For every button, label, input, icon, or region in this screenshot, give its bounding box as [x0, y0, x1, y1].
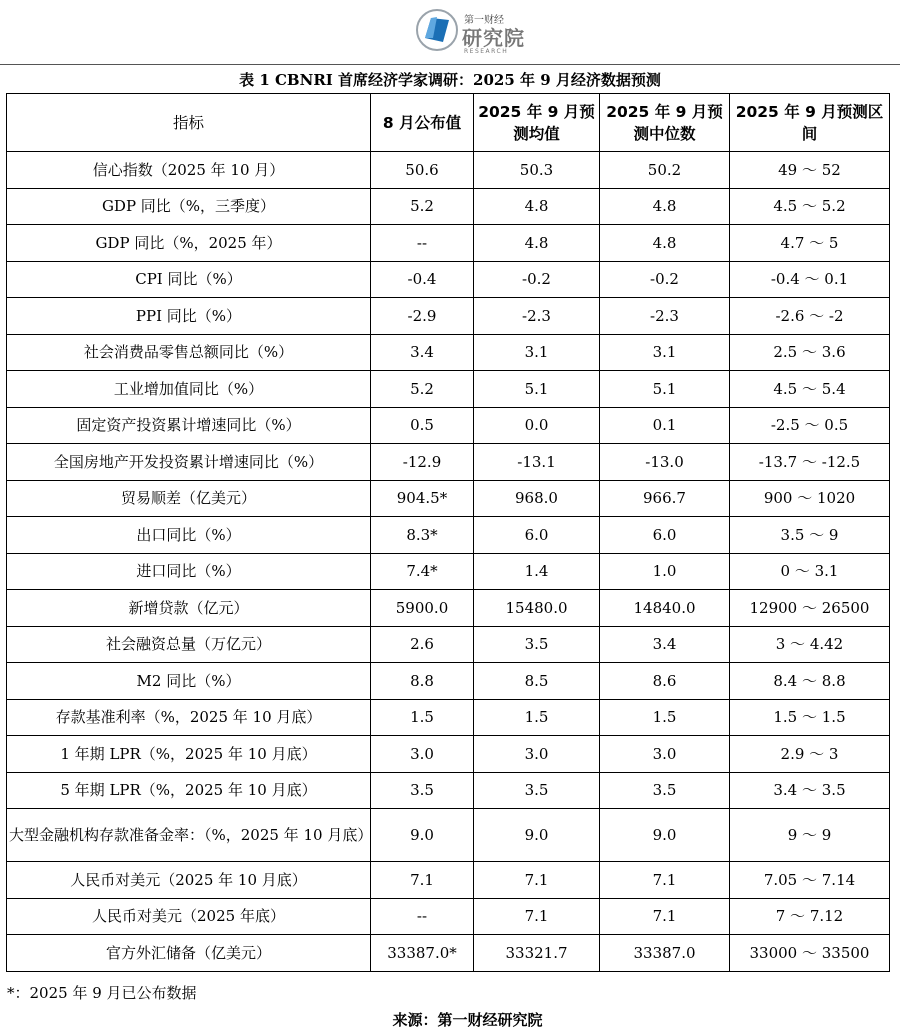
forecast-mean-cell: 3.5: [474, 772, 600, 809]
table-row: [7, 809, 890, 862]
forecast-mean-cell: 4.8: [474, 225, 600, 262]
forecast-median-cell: 9.0: [600, 809, 730, 862]
forecast-range-cell: 33000 ～ 33500: [730, 935, 890, 972]
header-forecast-median: 2025 年 9 月预测中位数: [600, 94, 730, 152]
forecast-range-cell: 900 ～ 1020: [730, 480, 890, 517]
forecast-range-cell: 2.9 ～ 3: [730, 736, 890, 773]
forecast-median-cell: 5.1: [600, 371, 730, 408]
forecast-median-cell: 0.1: [600, 407, 730, 444]
table-row: [7, 517, 890, 554]
forecast-mean-cell: -2.3: [474, 298, 600, 335]
forecast-median-cell: -0.2: [600, 261, 730, 298]
indicator-cell: 工业增加值同比（%）: [7, 371, 371, 408]
forecast-range-cell: 3 ～ 4.42: [730, 626, 890, 663]
forecast-mean-cell: 1.5: [474, 699, 600, 736]
forecast-mean-cell: 0.0: [474, 407, 600, 444]
forecast-median-cell: 8.6: [600, 663, 730, 700]
forecast-range-cell: 8.4 ～ 8.8: [730, 663, 890, 700]
forecast-mean-cell: -13.1: [474, 444, 600, 481]
indicator-cell: 人民币对美元（2025 年 10 月底）: [7, 862, 371, 899]
forecast-range-cell: 7.05 ～ 7.14: [730, 862, 890, 899]
forecast-median-cell: 6.0: [600, 517, 730, 554]
table-row: [7, 898, 890, 935]
forecast-range-cell: 3.5 ～ 9: [730, 517, 890, 554]
indicator-cell: M2 同比（%）: [7, 663, 371, 700]
forecast-median-cell: 3.5: [600, 772, 730, 809]
prev-value-cell: --: [371, 225, 474, 262]
forecast-range-cell: 7 ～ 7.12: [730, 898, 890, 935]
prev-value-cell: --: [371, 898, 474, 935]
table-row: [7, 935, 890, 972]
indicator-cell: 贸易顺差（亿美元）: [7, 480, 371, 517]
prev-value-cell: 904.5*: [371, 480, 474, 517]
prev-value-cell: 3.5: [371, 772, 474, 809]
forecast-range-cell: 2.5 ～ 3.6: [730, 334, 890, 371]
forecast-mean-cell: 7.1: [474, 862, 600, 899]
forecast-range-cell: 1.5 ～ 1.5: [730, 699, 890, 736]
table-row: [7, 480, 890, 517]
indicator-cell: CPI 同比（%）: [7, 261, 371, 298]
header-indicator: 指标: [7, 94, 371, 152]
table-row: [7, 772, 890, 809]
forecast-median-cell: 1.5: [600, 699, 730, 736]
forecast-median-cell: 966.7: [600, 480, 730, 517]
forecast-mean-cell: 5.1: [474, 371, 600, 408]
forecast-mean-cell: 8.5: [474, 663, 600, 700]
forecast-median-cell: 3.4: [600, 626, 730, 663]
table-row: [7, 626, 890, 663]
header-forecast-mean: 2025 年 9 月预测均值: [474, 94, 600, 152]
forecast-range-cell: 9 ～ 9: [730, 809, 890, 862]
prev-value-cell: 3.4: [371, 334, 474, 371]
table-row: [7, 663, 890, 700]
forecast-range-cell: 0 ～ 3.1: [730, 553, 890, 590]
forecast-mean-cell: 50.3: [474, 152, 600, 189]
indicator-cell: 5 年期 LPR（%，2025 年 10 月底）: [7, 772, 371, 809]
forecast-median-cell: 33387.0: [600, 935, 730, 972]
indicator-cell: 进口同比（%）: [7, 553, 371, 590]
forecast-median-cell: 7.1: [600, 898, 730, 935]
forecast-range-cell: -2.6 ～ -2: [730, 298, 890, 335]
table-row: [7, 261, 890, 298]
prev-value-cell: 33387.0*: [371, 935, 474, 972]
forecast-mean-cell: 15480.0: [474, 590, 600, 627]
table-row: [7, 334, 890, 371]
prev-value-cell: 8.8: [371, 663, 474, 700]
forecast-mean-cell: 3.1: [474, 334, 600, 371]
table-body: [7, 152, 890, 972]
table-row: [7, 407, 890, 444]
indicator-cell: GDP 同比（%，三季度）: [7, 188, 371, 225]
footnote: *：2025 年 9 月已公布数据: [7, 984, 197, 1002]
prev-value-cell: 0.5: [371, 407, 474, 444]
indicator-cell: GDP 同比（%，2025 年）: [7, 225, 371, 262]
prev-value-cell: 7.1: [371, 862, 474, 899]
prev-value-cell: 9.0: [371, 809, 474, 862]
indicator-cell: 出口同比（%）: [7, 517, 371, 554]
forecast-mean-cell: 3.0: [474, 736, 600, 773]
header-divider: [0, 64, 900, 65]
prev-value-cell: 50.6: [371, 152, 474, 189]
forecast-median-cell: 3.0: [600, 736, 730, 773]
table-row: [7, 699, 890, 736]
source-note: 来源：第一财经研究院: [392, 1011, 543, 1029]
indicator-cell: 1 年期 LPR（%，2025 年 10 月底）: [7, 736, 371, 773]
forecast-mean-cell: 4.8: [474, 188, 600, 225]
indicator-cell: 存款基准利率（%，2025 年 10 月底）: [7, 699, 371, 736]
indicator-cell: 全国房地产开发投资累计增速同比（%）: [7, 444, 371, 481]
forecast-median-cell: -2.3: [600, 298, 730, 335]
prev-value-cell: 8.3*: [371, 517, 474, 554]
forecast-range-cell: -2.5 ～ 0.5: [730, 407, 890, 444]
prev-value-cell: 5.2: [371, 371, 474, 408]
forecast-mean-cell: 9.0: [474, 809, 600, 862]
forecast-range-cell: 4.7 ～ 5: [730, 225, 890, 262]
page-header: [0, 0, 900, 66]
indicator-cell: 人民币对美元（2025 年底）: [7, 898, 371, 935]
table-row: [7, 371, 890, 408]
table-row: [7, 590, 890, 627]
indicator-cell: 社会消费品零售总额同比（%）: [7, 334, 371, 371]
prev-value-cell: 1.5: [371, 699, 474, 736]
logo-small-text: 第一财经: [464, 15, 504, 26]
table-row: [7, 736, 890, 773]
logo-big-text: 研究院: [462, 26, 525, 50]
indicator-cell: PPI 同比（%）: [7, 298, 371, 335]
forecast-range-cell: 4.5 ～ 5.2: [730, 188, 890, 225]
forecast-mean-cell: 33321.7: [474, 935, 600, 972]
prev-value-cell: -2.9: [371, 298, 474, 335]
indicator-cell: 信心指数（2025 年 10 月）: [7, 152, 371, 189]
forecast-mean-cell: 6.0: [474, 517, 600, 554]
table-header-row: [7, 94, 890, 152]
prev-value-cell: 2.6: [371, 626, 474, 663]
forecast-range-cell: 12900 ～ 26500: [730, 590, 890, 627]
forecast-mean-cell: 1.4: [474, 553, 600, 590]
forecast-range-cell: 49 ～ 52: [730, 152, 890, 189]
forecast-table: [6, 93, 890, 972]
table-row: [7, 152, 890, 189]
indicator-cell: 社会融资总量（万亿元）: [7, 626, 371, 663]
table-row: [7, 188, 890, 225]
prev-value-cell: 5.2: [371, 188, 474, 225]
indicator-cell: 固定资产投资累计增速同比（%）: [7, 407, 371, 444]
forecast-median-cell: 3.1: [600, 334, 730, 371]
indicator-cell: 大型金融机构存款准备金率：（%，2025 年 10 月底）: [7, 809, 371, 862]
forecast-range-cell: 3.4 ～ 3.5: [730, 772, 890, 809]
forecast-range-cell: -13.7 ～ -12.5: [730, 444, 890, 481]
research-institute-logo: [415, 8, 525, 56]
forecast-range-cell: -0.4 ～ 0.1: [730, 261, 890, 298]
forecast-mean-cell: 3.5: [474, 626, 600, 663]
table-row: [7, 298, 890, 335]
forecast-median-cell: 7.1: [600, 862, 730, 899]
forecast-median-cell: 1.0: [600, 553, 730, 590]
forecast-median-cell: 50.2: [600, 152, 730, 189]
header-prev-value: 8 月公布值: [371, 94, 474, 152]
header-forecast-range: 2025 年 9 月预测区间: [730, 94, 890, 152]
prev-value-cell: 7.4*: [371, 553, 474, 590]
table-caption: 表 1 CBNRI 首席经济学家调研：2025 年 9 月经济数据预测: [239, 71, 661, 89]
table-row: [7, 553, 890, 590]
prev-value-cell: 5900.0: [371, 590, 474, 627]
logo-english-text: RESEARCH: [464, 48, 509, 55]
indicator-cell: 官方外汇储备（亿美元）: [7, 935, 371, 972]
forecast-median-cell: -13.0: [600, 444, 730, 481]
table-row: [7, 225, 890, 262]
prev-value-cell: 3.0: [371, 736, 474, 773]
table-row: [7, 444, 890, 481]
indicator-cell: 新增贷款（亿元）: [7, 590, 371, 627]
forecast-range-cell: 4.5 ～ 5.4: [730, 371, 890, 408]
forecast-mean-cell: -0.2: [474, 261, 600, 298]
logo-mark-icon: [415, 8, 459, 52]
forecast-median-cell: 4.8: [600, 188, 730, 225]
prev-value-cell: -0.4: [371, 261, 474, 298]
forecast-mean-cell: 7.1: [474, 898, 600, 935]
forecast-median-cell: 14840.0: [600, 590, 730, 627]
forecast-mean-cell: 968.0: [474, 480, 600, 517]
forecast-median-cell: 4.8: [600, 225, 730, 262]
table-row: [7, 862, 890, 899]
prev-value-cell: -12.9: [371, 444, 474, 481]
